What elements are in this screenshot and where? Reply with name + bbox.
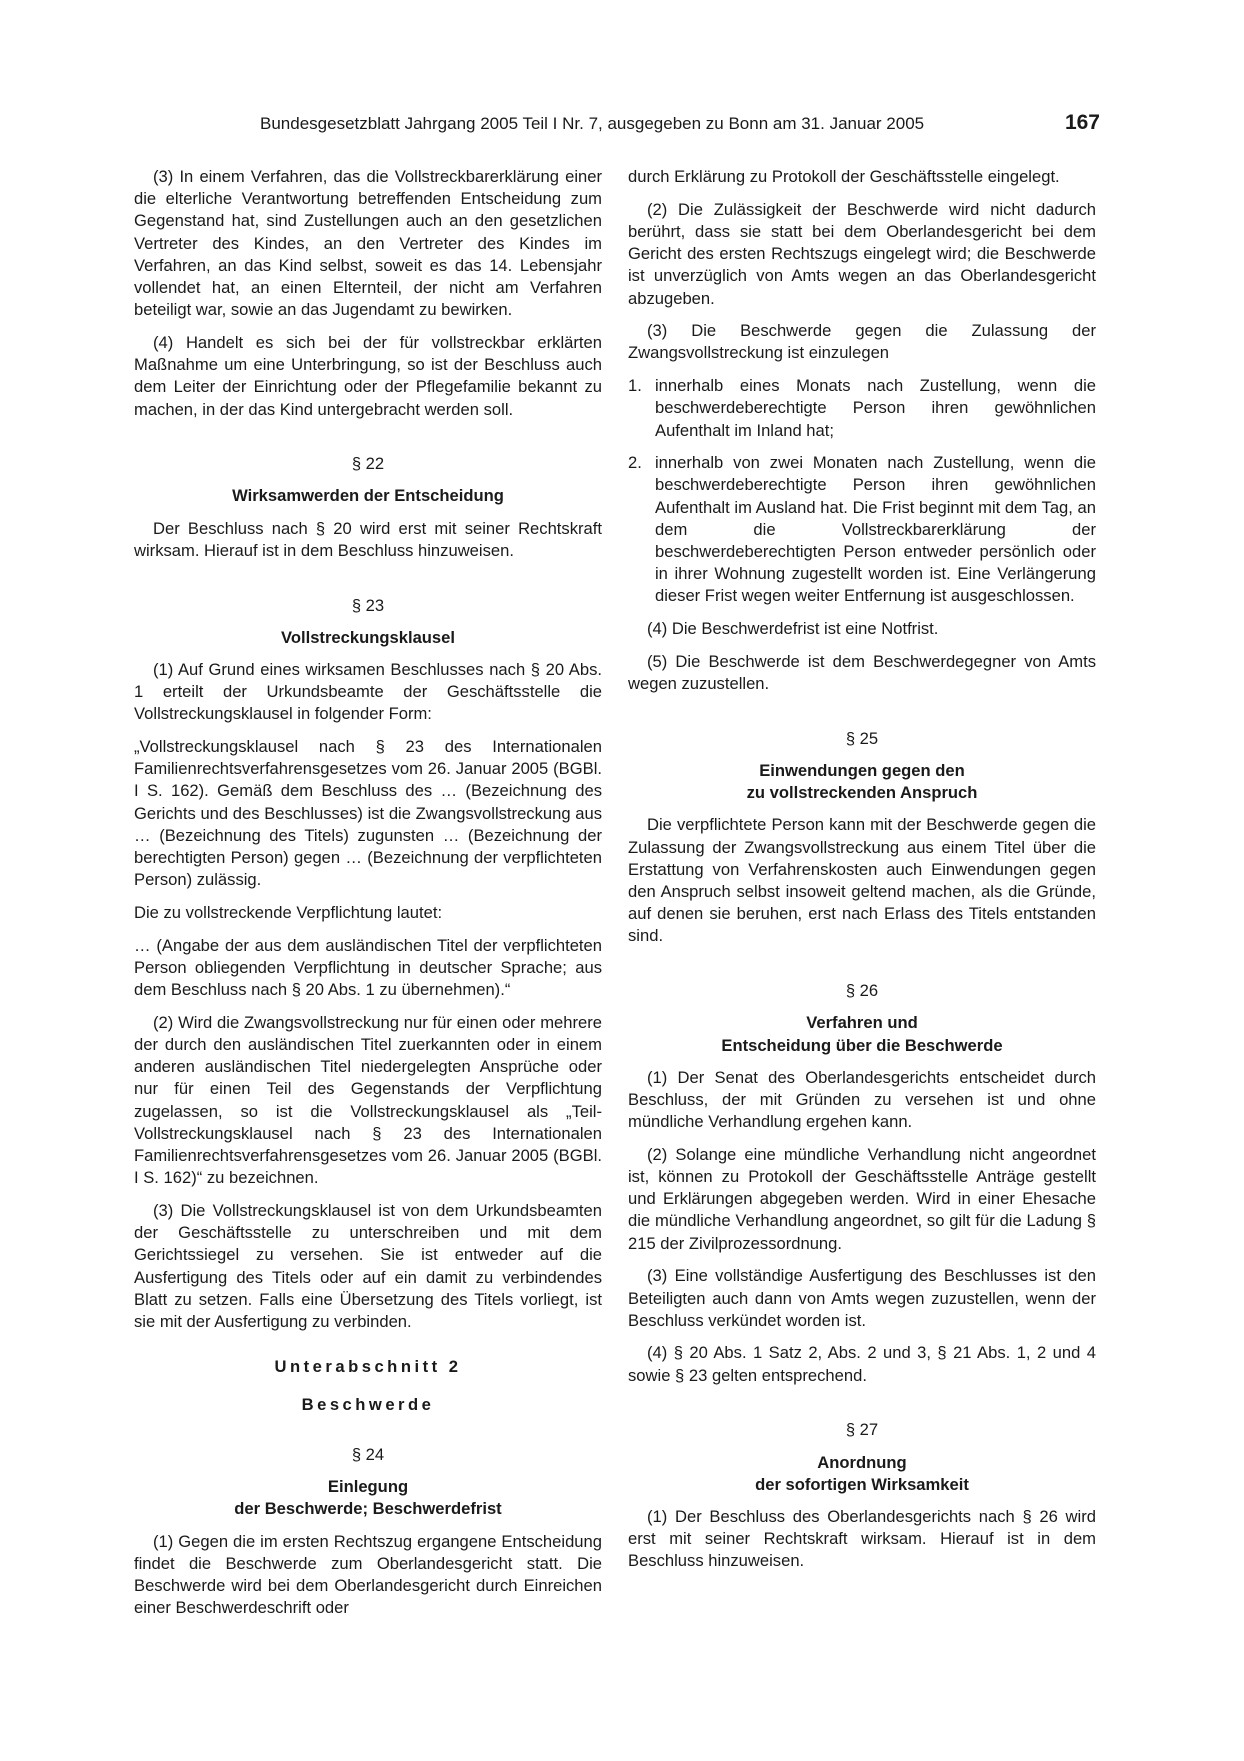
subsection-title: Beschwerde [301,1394,435,1414]
paragraph: Die verpflichtete Person kann mit der Beschwerde gegen die Zulassung der Zwangsvollstreckung aus einem Titel über die Erstattung von Verfahrenskosten auch Einwendungen gegen den Anspruch selbst insoweit geltend machen, als die Gründe, auf denen sie beruhen, erst nach Erlass des Titels entstanden sind. [628,815,1096,946]
section-number-23: § 23 [351,595,385,615]
section-title-27 [628,1452,1096,1496]
paragraph: Die zu vollstreckende Verpflichtung lautet: [134,902,443,922]
section-number-25: § 25 [845,728,879,748]
section-title-line: Verfahren und [806,1013,918,1033]
list-item [628,375,1096,442]
paragraph: … (Angabe der aus dem ausländischen Titel der verpflichteten Person obliegenden Verpflichtung in deutscher Sprache; aus dem Beschluss nach § 20 Abs. 1 zu übernehmen).“ [134,935,602,1000]
paragraph: Der Beschluss nach § 20 wird erst mit seiner Rechtskraft wirksam. Hierauf ist in dem Beschluss hinzuweisen. [134,518,602,560]
section-title-23: Vollstreckungsklausel [281,627,455,647]
list-item-text: innerhalb von zwei Monaten nach Zustellung, wenn die beschwerdeberechtigte Person ihren gewöhnlichen Aufenthalt im Ausland hat. Die Frist beginnt mit dem Tag, an dem die Vollstreckbarerklärung der beschwerdeberechtigten Person entweder persönlich oder in ihrer Wohnung zugestellt worden ist. Eine Verlängerung dieser Frist wegen weiter Entfernung ist ausgeschlossen. [655,453,1096,606]
section-title-line: Anordnung [817,1452,907,1472]
paragraph: (1) Der Senat des Oberlandesgerichts entscheidet durch Beschluss, der mit Gründen zu versehen ist und ohne mündliche Verhandlung ergehen kann. [628,1067,1096,1132]
section-title-26 [628,1012,1096,1056]
paragraph: (1) Gegen die im ersten Rechtszug ergangene Entscheidung findet die Beschwerde zum Oberlandesgericht statt. Die Beschwerde wird bei dem Oberlandesgericht durch Einreichen einer Beschwerdeschrift oder [134,1531,602,1618]
section-title-line: der Beschwerde; Beschwerdefrist [234,1499,502,1519]
paragraph: (2) Solange eine mündliche Verhandlung nicht angeordnet ist, können zu Protokoll der Geschäftsstelle Anträge gestellt und Erklärungen abgegeben werden. Wird in einer Ehesache die mündliche Verhandlung angeordnet, so gilt für die Ladung § 215 der Zivilprozessordnung. [628,1144,1096,1253]
list-item-number: 1. [628,376,642,396]
paragraph: (4) § 20 Abs. 1 Satz 2, Abs. 2 und 3, § 21 Abs. 1, 2 und 4 sowie § 23 gelten entsprechend. [628,1343,1096,1385]
section-title-line: Einlegung [327,1477,409,1497]
section-title-22: Wirksamwerden der Entscheidung [232,486,504,506]
section-number-22: § 22 [351,454,385,474]
section-number-27: § 27 [845,1420,879,1440]
section-title-line: Einwendungen gegen den [759,760,965,780]
page-header [260,113,1100,141]
paragraph: (1) Der Beschluss des Oberlandesgerichts nach § 26 wird erst mit seiner Rechtskraft wirksam. Hierauf ist in dem Beschluss hinzuweisen. [628,1506,1096,1571]
paragraph: (2) Wird die Zwangsvollstreckung nur für einen oder mehrere der durch den ausländischen Titel zuerkannten oder in einem anderen ausländischen Titel niedergelegten Ansprüche oder nur für einen Teil des Gegenstands der Verpflichtung zugelassen, so ist die Vollstreckungsklausel als „Teil-Vollstreckungsklausel nach § 23 des Internationalen Familienrechtsverfahrensgesetzes vom 26. Januar 2005 (BGBl. I S. 162)“ zu bezeichnen. [134,1012,602,1188]
left-column [134,166,602,1630]
page-number: 167 [1064,111,1100,134]
list-item [628,452,1096,607]
paragraph: (3) Eine vollständige Ausfertigung des Beschlusses ist den Beteiligten auch dann von Amts wegen zuzustellen, wenn der Beschluss verkündet worden ist. [628,1266,1096,1330]
list-item-text: innerhalb eines Monats nach Zustellung, wenn die beschwerdeberechtigte Person ihren gewöhnlichen Aufenthalt im Inland hat; [655,376,1096,440]
section-title-24 [134,1476,602,1520]
section-title-line: der sofortigen Wirksamkeit [755,1474,969,1494]
subsection-label: Unterabschnitt 2 [274,1356,462,1376]
section-title-line: zu vollstreckenden Anspruch [746,783,978,803]
numbered-list [628,375,1096,608]
paragraph: (4) Die Beschwerdefrist ist eine Notfrist. [647,619,939,639]
section-number-24: § 24 [351,1445,385,1465]
paragraph: „Vollstreckungsklausel nach § 23 des Internationalen Familienrechtsverfahrensgesetzes vom 26. Januar 2005 (BGBl. I S. 162). Gemäß dem Beschluss des … (Bezeichnung des Gerichts und des Beschlusses) ist die Zwangsvollstreckung aus … (Bezeichnung des Titels) zugunsten … (Bezeichnung der berechtigten Person) gegen … (Bezeichnung der verpflichteten Person) zulässig. [134,737,602,890]
paragraph: (3) In einem Verfahren, das die Vollstreckbarerklärung einer die elterliche Verantwortung betreffenden Entscheidung zum Gegenstand hat, sind Zustellungen auch an den gesetzlichen Vertreter des Kindes, an den Vertreter des Kindes im Verfahren, an das Kind selbst, soweit es das 14. Lebensjahr vollendet hat, an einen Elternteil, der nicht am Verfahren beteiligt war, sowie an das Jugendamt zu bewirken. [134,167,602,320]
paragraph: (4) Handelt es sich bei der für vollstreckbar erklärten Maßnahme um eine Unterbringung, so ist der Beschluss auch dem Leiter der Einrichtung oder der Pflegefamilie bekannt zu machen, in der das Kind untergebracht werden soll. [134,332,602,419]
paragraph: (5) Die Beschwerde ist dem Beschwerdegegner von Amts wegen zuzustellen. [628,651,1096,694]
header-title: Bundesgesetzblatt Jahrgang 2005 Teil I Nr. 7, ausgegeben zu Bonn am 31. Januar 2005 [260,114,925,133]
paragraph: (3) Die Beschwerde gegen die Zulassung der Zwangsvollstreckung ist einzulegen [628,321,1096,363]
section-number-26: § 26 [845,981,879,1001]
paragraph: durch Erklärung zu Protokoll der Geschäftsstelle eingelegt. [628,167,1060,186]
paragraph: (3) Die Vollstreckungsklausel ist von dem Urkundsbeamten der Geschäftsstelle zu unterschreiben und mit dem Gerichtssiegel zu versehen. Sie ist entweder auf die Ausfertigung des Titels oder auf ein damit zu verbindendes Blatt zu setzen. Falls eine Übersetzung des Titels vorliegt, ist sie mit der Ausfertigung zu verbinden. [134,1200,602,1331]
paragraph: (1) Auf Grund eines wirksamen Beschlusses nach § 20 Abs. 1 erteilt der Urkundsbeamte der Geschäftsstelle die Vollstreckungsklausel in folgender Form: [134,659,602,724]
right-column [628,166,1096,1583]
paragraph: (2) Die Zulässigkeit der Beschwerde wird nicht dadurch berührt, dass sie statt bei dem Oberlandesgericht bei dem Gericht des ersten Rechtszugs eingelegt wird; die Beschwerde ist unverzüglich von Amts wegen an das Oberlandesgericht abzugeben. [628,199,1096,308]
section-title-line: Entscheidung über die Beschwerde [721,1035,1003,1055]
section-title-25 [628,760,1096,804]
list-item-number: 2. [628,453,642,473]
